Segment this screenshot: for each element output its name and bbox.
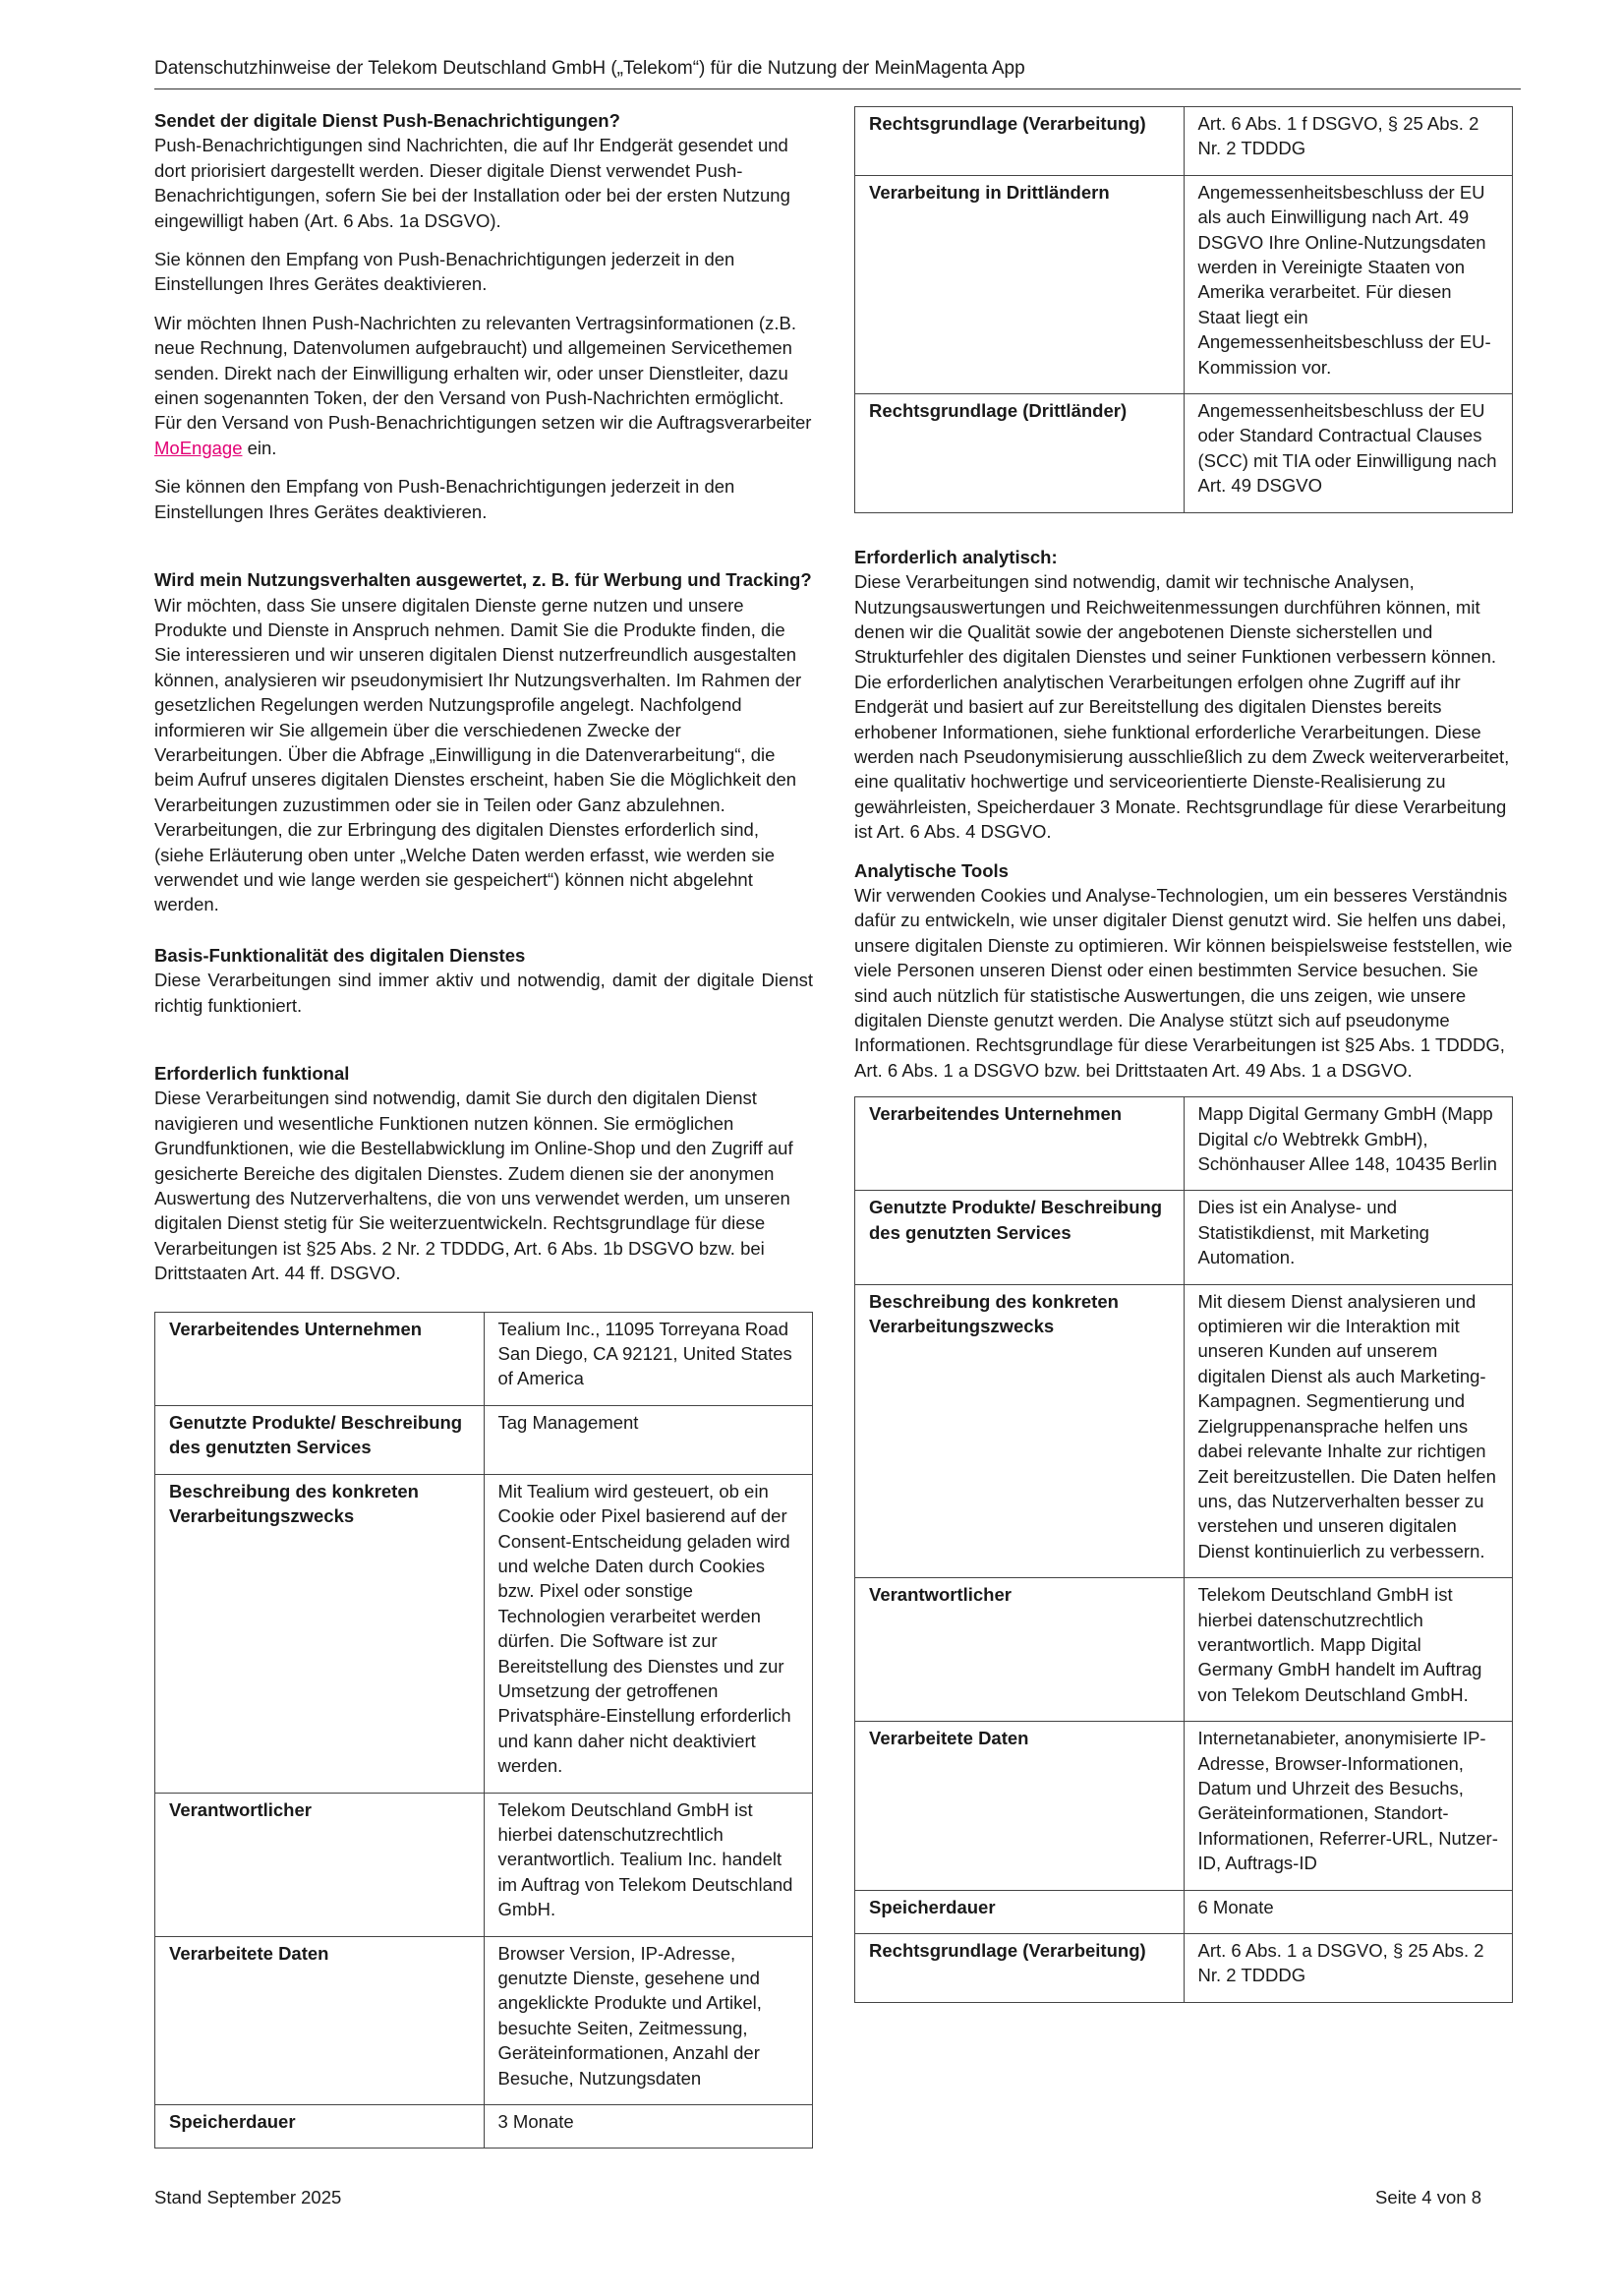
- table-row: [155, 1793, 813, 1936]
- table-key: Rechtsgrundlage (Drittländer): [855, 394, 1185, 513]
- tealium-table: [154, 1312, 813, 2149]
- analytisch-heading: Erforderlich analytisch:: [854, 546, 1058, 567]
- table-value: Telekom Deutschland GmbH ist hierbei datenschutzrechtlich verantwortlich. Mapp Digital Germany GmbH handelt im Auftrag von Telekom Deutschland GmbH.: [1184, 1578, 1513, 1722]
- table-value: Tag Management: [484, 1405, 813, 1474]
- table-key: Rechtsgrundlage (Verarbeitung): [855, 107, 1185, 176]
- table-row: [855, 1191, 1513, 1284]
- table-key: Verantwortlicher: [855, 1578, 1185, 1722]
- table-value: Art. 6 Abs. 1 f DSGVO, § 25 Abs. 2 Nr. 2 TDDDG: [1184, 107, 1513, 176]
- table-row: [155, 1474, 813, 1793]
- table-row: [855, 1722, 1513, 1890]
- table-key: Verarbeitendes Unternehmen: [155, 1312, 485, 1405]
- page-footer: [154, 2186, 1481, 2209]
- table-row: [155, 1312, 813, 1405]
- table-row: [855, 1890, 1513, 1933]
- table-value: 6 Monate: [1184, 1890, 1513, 1933]
- table-row: [855, 107, 1513, 176]
- table-key: Verarbeitete Daten: [855, 1722, 1185, 1890]
- push-section: [154, 108, 813, 233]
- table-key: Speicherdauer: [155, 2105, 485, 2149]
- table-value: Art. 6 Abs. 1 a DSGVO, § 25 Abs. 2 Nr. 2 TDDDG: [1184, 1934, 1513, 2003]
- table-value: Mit Tealium wird gesteuert, ob ein Cookie oder Pixel basierend auf der Consent-Entscheidung geladen wird und welche Daten durch Cookies bzw. Pixel oder sonstige Technologien verarbeitet werden dürfen. Die Software ist zur Bereitstellung des Dienstes und zur Umsetzung der getroffenen Privatsphäre-Einstellung erforderlich und kann daher nicht deaktiviert werden.: [484, 1474, 813, 1793]
- table-value: Browser Version, IP-Adresse, genutzte Dienste, gesehene und angeklickte Produkte und Artikel, besuchte Seiten, Zeitmessung, Geräteinformationen, Anzahl der Besuche, Nutzungsdaten: [484, 1936, 813, 2104]
- table-key: Verarbeitung in Drittländern: [855, 175, 1185, 393]
- left-column: [154, 108, 813, 2168]
- analytisch-section: [854, 545, 1513, 845]
- tracking-heading: Wird mein Nutzungsverhalten ausgewertet, z. B. für Werbung und Tracking?: [154, 569, 812, 591]
- analytisch-body: Diese Verarbeitungen sind notwendig, damit wir technische Analysen, Nutzungsauswertungen und Reichweitenmessungen durchführen können, mit denen wir die Qualität sowie der angebotenen Dienste sicherstellen und Strukturfehler des digitalen Dienstes und seiner Funktionen verbessern können. Die erforderlichen analytischen Verarbeitungen erfolgen ohne Zugriff auf ihr Endgerät und basiert auf zur Bereitstellung des digitalen Dienstes bereits erhobener Informationen, siehe funktional erforderliche Verarbeitungen. Diese werden nach Pseudonymisierung ausschließlich zu dem Zweck weiterverarbeitet, eine qualitativ hochwertige und serviceorientierte Dienste-Realisierung zu gewährleisten, Speicherdauer 3 Monate. Rechtsgrundlage für diese Verarbeitung ist Art. 6 Abs. 4 DSGVO.: [854, 571, 1510, 843]
- table-value: Mit diesem Dienst analysieren und optimieren wir die Interaktion mit unseren Kunden auf unserem digitalen Dienst als auch Marketing-Kampagnen. Segmentierung und Zielgruppenansprache helfen uns dabei relevante Inhalte zur richtigen Zeit bereitzustellen. Die Daten helfen uns, das Nutzerverhalten besser zu verstehen und unseren digitalen Dienst kontinuierlich zu verbessern.: [1184, 1284, 1513, 1577]
- table-row: [855, 1284, 1513, 1577]
- right-column: [854, 108, 1513, 2023]
- mapp-table: [854, 1096, 1513, 2003]
- page-header: Datenschutzhinweise der Telekom Deutschland GmbH („Telekom“) für die Nutzung der MeinMagenta App: [154, 57, 1521, 89]
- table-key: Verarbeitendes Unternehmen: [855, 1097, 1185, 1191]
- table-key: Genutzte Produkte/ Beschreibung des genutzten Services: [155, 1405, 485, 1474]
- table-value: Tealium Inc., 11095 Torreyana Road San Diego, CA 92121, United States of America: [484, 1312, 813, 1405]
- page-number: Seite 4 von 8: [1375, 2187, 1481, 2208]
- table-key: Beschreibung des konkreten Verarbeitungszwecks: [855, 1284, 1185, 1577]
- table-key: Speicherdauer: [855, 1890, 1185, 1933]
- table-row: [155, 1936, 813, 2104]
- table-row: [155, 1405, 813, 1474]
- tools-heading: Analytische Tools: [854, 859, 1009, 881]
- tools-section: [854, 858, 1513, 1084]
- footer-date: Stand September 2025: [154, 2187, 342, 2208]
- table-row: [155, 2105, 813, 2149]
- table-value: Telekom Deutschland GmbH ist hierbei datenschutzrechtlich verantwortlich. Tealium Inc. handelt im Auftrag von Telekom Deutschland GmbH.: [484, 1793, 813, 1936]
- table-value: 3 Monate: [484, 2105, 813, 2149]
- table-row: [855, 1097, 1513, 1191]
- table-value: Mapp Digital Germany GmbH (Mapp Digital c/o Webtrekk GmbH), Schönhauser Allee 148, 10435 Berlin: [1184, 1097, 1513, 1191]
- basis-section: [154, 943, 813, 1018]
- table-row: [855, 1934, 1513, 2003]
- table-value: Dies ist ein Analyse- und Statistikdienst, mit Marketing Automation.: [1184, 1191, 1513, 1284]
- table-key: Genutzte Produkte/ Beschreibung des genutzten Services: [855, 1191, 1185, 1284]
- table-row: [855, 1578, 1513, 1722]
- funktional-heading: Erforderlich funktional: [154, 1063, 350, 1084]
- push-paragraph-2: Sie können den Empfang von Push-Benachrichtigungen jederzeit in den Einstellungen Ihres Gerätes deaktivieren.: [154, 249, 735, 295]
- push-paragraph-4: Sie können den Empfang von Push-Benachrichtigungen jederzeit in den Einstellungen Ihres Gerätes deaktivieren.: [154, 476, 735, 522]
- table-value: Angemessenheitsbeschluss der EU als auch Einwilligung nach Art. 49 DSGVO Ihre Online-Nutzungsdaten werden in Vereinigte Staaten von Amerika verarbeitet. Für diesen Staat liegt ein Angemessenheitsbeschluss der EU-Kommission vor.: [1184, 175, 1513, 393]
- push-paragraph-3-end: ein.: [242, 437, 277, 458]
- table-key: Rechtsgrundlage (Verarbeitung): [855, 1934, 1185, 2003]
- tracking-section: [154, 567, 813, 917]
- funktional-section: [154, 1061, 813, 1286]
- table-value: Internetanabieter, anonymisierte IP-Adresse, Browser-Informationen, Datum und Uhrzeit des Besuchs, Geräteinformationen, Standort-Informationen, Referrer-URL, Nutzer-ID, Auftrags-ID: [1184, 1722, 1513, 1890]
- table-row: [855, 394, 1513, 513]
- tracking-body: Wir möchten, dass Sie unsere digitalen Dienste gerne nutzen und unsere Produkte und Dienste in Anspruch nehmen. Damit Sie die Produkte finden, die Sie interessieren und wir unseren digitalen Dienst nutzerfreundlich ausgestalten können, analysieren wir pseudonymisiert Ihr Nutzungsverhalten. Im Rahmen der gesetzlichen Regelungen werden Nutzungsprofile angelegt. Nachfolgend informieren wir Sie allgemein über die verschiedenen Zwecke der Verarbeitungen. Über die Abfrage „Einwilligung in die Datenverarbeitung“, die beim Aufruf unseres digitalen Dienstes erscheint, haben Sie die Möglichkeit den Verarbeitungen zuzustimmen oder sie in Teilen oder Ganz abzulehnen. Verarbeitungen, die zur Erbringung des digitalen Dienstes erforderlich sind, (siehe Erläuterung oben unter „Welche Daten werden erfasst, wie werden sie verwendet und wie lange werden sie gespeichert“) können nicht abgelehnt werden.: [154, 594, 802, 915]
- push-paragraph-1: Push-Benachrichtigungen sind Nachrichten, die auf Ihr Endgerät gesendet und dort priorisiert dargestellt werden. Dieser digitale Dienst verwendet Push-Benachrichtigungen, sofern Sie bei der Installation oder bei der ersten Nutzung eingewilligt haben (Art. 6 Abs. 1a DSGVO).: [154, 135, 790, 231]
- table-key: Verarbeitete Daten: [155, 1936, 485, 2104]
- tealium-table-continued: [854, 106, 1513, 513]
- moengage-link[interactable]: MoEngage: [154, 437, 243, 458]
- table-row: [855, 175, 1513, 393]
- funktional-body: Diese Verarbeitungen sind notwendig, damit Sie durch den digitalen Dienst navigieren und wesentliche Funktionen nutzen können. Sie ermöglichen Grundfunktionen, wie die Bestellabwicklung im Online-Shop und den Zugriff auf gesicherte Bereiche des digitalen Dienstes. Zudem dienen sie der anonymen Auswertung des Nutzerverhaltens, die von uns verwendet werden, um unseren digitalen Dienst stetig für Sie weiterzuentwickeln. Rechtsgrundlage für diese Verarbeitungen ist §25 Abs. 2 Nr. 2 TDDDG, Art. 6 Abs. 1b DSGVO bzw. bei Drittstaaten Art. 44 ff. DSGVO.: [154, 1088, 793, 1284]
- table-key: Beschreibung des konkreten Verarbeitungszwecks: [155, 1474, 485, 1793]
- table-value: Angemessenheitsbeschluss der EU oder Standard Contractual Clauses (SCC) mit TIA oder Einwilligung nach Art. 49 DSGVO: [1184, 394, 1513, 513]
- push-paragraph-3: [154, 311, 813, 460]
- basis-heading: Basis-Funktionalität des digitalen Dienstes: [154, 944, 526, 966]
- basis-body: Diese Verarbeitungen sind immer aktiv und notwendig, damit der digitale Dienst richtig funktioniert.: [154, 970, 813, 1016]
- push-heading: Sendet der digitale Dienst Push-Benachrichtigungen?: [154, 110, 620, 131]
- table-key: Verantwortlicher: [155, 1793, 485, 1936]
- tools-body: Wir verwenden Cookies und Analyse-Technologien, um ein besseres Verständnis dafür zu entwickeln, wie unser digitaler Dienst genutzt wird. Sie helfen uns dabei, unsere digitalen Dienste zu optimieren. Wir können beispielsweise feststellen, wie viele Personen unseren Dienst oder einen bestimmten Service besuchen. Sie sind auch nützlich für statistische Auswertungen, die uns zeigen, wie unsere digitalen Dienste genutzt werden. Die Analyse stützt sich auf pseudonyme Informationen. Rechtsgrundlage für diese Verarbeitungen ist §25 Abs. 1 TDDDG, Art. 6 Abs. 1 a DSGVO bzw. bei Drittstaaten Art. 49 Abs. 1 a DSGVO.: [854, 884, 1513, 1081]
- push-paragraph-3-text: Wir möchten Ihnen Push-Nachrichten zu relevanten Vertragsinformationen (z.B. neue Rechnung, Datenvolumen aufgebraucht) und allgemeinen Servicethemen senden. Direkt nach der Einwilligung erhalten wir, oder unser Dienstleiter, dazu einen sogenannten Token, der den Versand von Push-Nachrichten ermöglicht. Für den Versand von Push-Benachrichtigungen setzen wir die Auftragsverarbeiter: [154, 312, 812, 434]
